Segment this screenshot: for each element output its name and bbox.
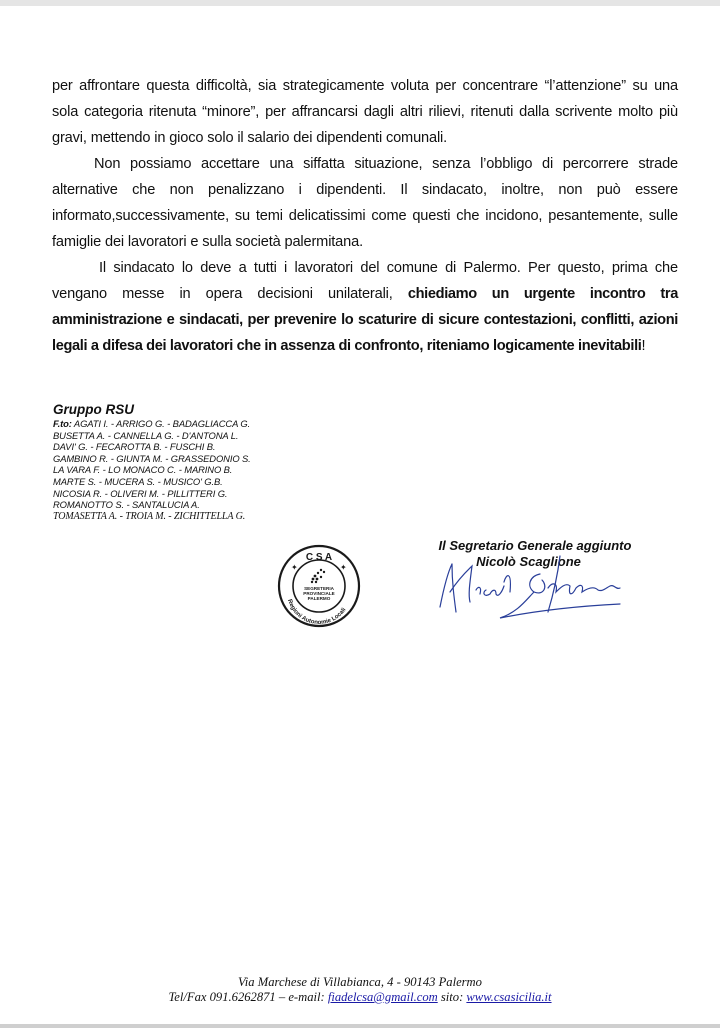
svg-text:C S A: C S A [305,552,333,563]
footer-address: Via Marchese di Villabianca, 4 - 90143 Palermo [238,975,482,989]
footer-tel: Tel/Fax 091.6262871 – e-mail: [168,990,328,1004]
rsu-line: GAMBINO R. - GIUNTA M. - GRASSEDONIO S. [53,452,251,464]
svg-text:✦: ✦ [291,563,298,572]
rsu-line: TOMASETTA A. - TROIA M. - ZICHITTELLA G. [53,510,246,522]
rsu-line: NICOSIA R. - OLIVERI M. - PILLITTERI G. [53,487,228,499]
paragraph-3-text: Il sindacato lo deve a tutti i lavoratori del comune di Palermo. Per questo, prima che vengano messe in opera decisioni unilaterali, [52,260,678,302]
signatory-name: Nicolò Scaglione [476,554,581,569]
rsu-line: LA VARA F. - LO MONACO C. - MARINO B. [53,464,233,476]
signatory-role: Il Segretario Generale aggiunto [438,538,632,553]
svg-text:PALERMO: PALERMO [307,596,331,601]
stamp-seal-icon [277,544,361,628]
svg-text:✦: ✦ [340,563,347,572]
footer-site-label: sito: [437,990,467,1004]
letter-body [52,73,678,359]
letterhead-footer [0,975,720,1005]
rsu-line: MARTE S. - MUCERA S. - MUSICO' G.B. [53,475,223,487]
signed-label: F.to: [53,418,72,429]
viewer-bottom-bar [0,1024,720,1028]
rsu-title: Gruppo RSU [53,402,134,417]
csa-stamp [277,544,361,628]
website-link[interactable]: www.csasicilia.it [466,990,552,1004]
paragraph-1: per affrontare questa difficoltà, sia strategicamente voluta per concentrare “l’attenzione” su una sola categoria ritenuta “minore”, per affrancarsi dagli altri rilievi, ritenuti dalla scrivente molto più gravi, mettendo in gioco solo il salario dei dipendenti comunali. [52,78,678,146]
rsu-names [53,418,283,522]
email-link[interactable]: fiadelcsa@gmail.com [327,990,438,1004]
paragraph-3-end: ! [641,338,646,354]
rsu-line: F.to: AGATI I. - ARRIGO G. - BADAGLIACCA G. [53,418,251,429]
paragraph-3-bold-request: chiediamo un urgente incontro tra amministrazione e sindacati, per prevenire lo scaturire di sicure contestazioni, conflitti, azioni legali a difesa dei lavoratori che in assenza di confronto, riteniamo logicamente inevitabili [52,286,678,354]
svg-text:PROVINCIALE: PROVINCIALE [303,591,335,596]
paragraph-3 [52,255,678,359]
rsu-line: ROMANOTTO S. - SANTALUCIA A. [53,499,200,511]
rsu-signatories [53,402,283,522]
svg-text:Regioni Autonomie Locali: Regioni Autonomie Locali [286,598,348,627]
rsu-line: BUSETTA A. - CANNELLA G. - D'ANTONA L. [53,429,239,441]
paragraph-2: Non possiamo accettare una siffatta situazione, senza l’obbligo di percorrere strade alternative che non penalizzano i dipendenti. Il sindacato, inoltre, non può essere informato,successivamente, su temi delicatissimi come questi che incidono, pesantemente, sulle famiglie dei lavoratori e sulla società palermitana. [52,156,678,250]
svg-text:SEGRETERIA: SEGRETERIA [304,586,334,591]
rsu-line: DAVI' G. - FECAROTTA B. - FUSCHI B. [53,441,216,453]
footer-contacts [0,990,720,1005]
handwritten-signature-icon [430,552,640,622]
